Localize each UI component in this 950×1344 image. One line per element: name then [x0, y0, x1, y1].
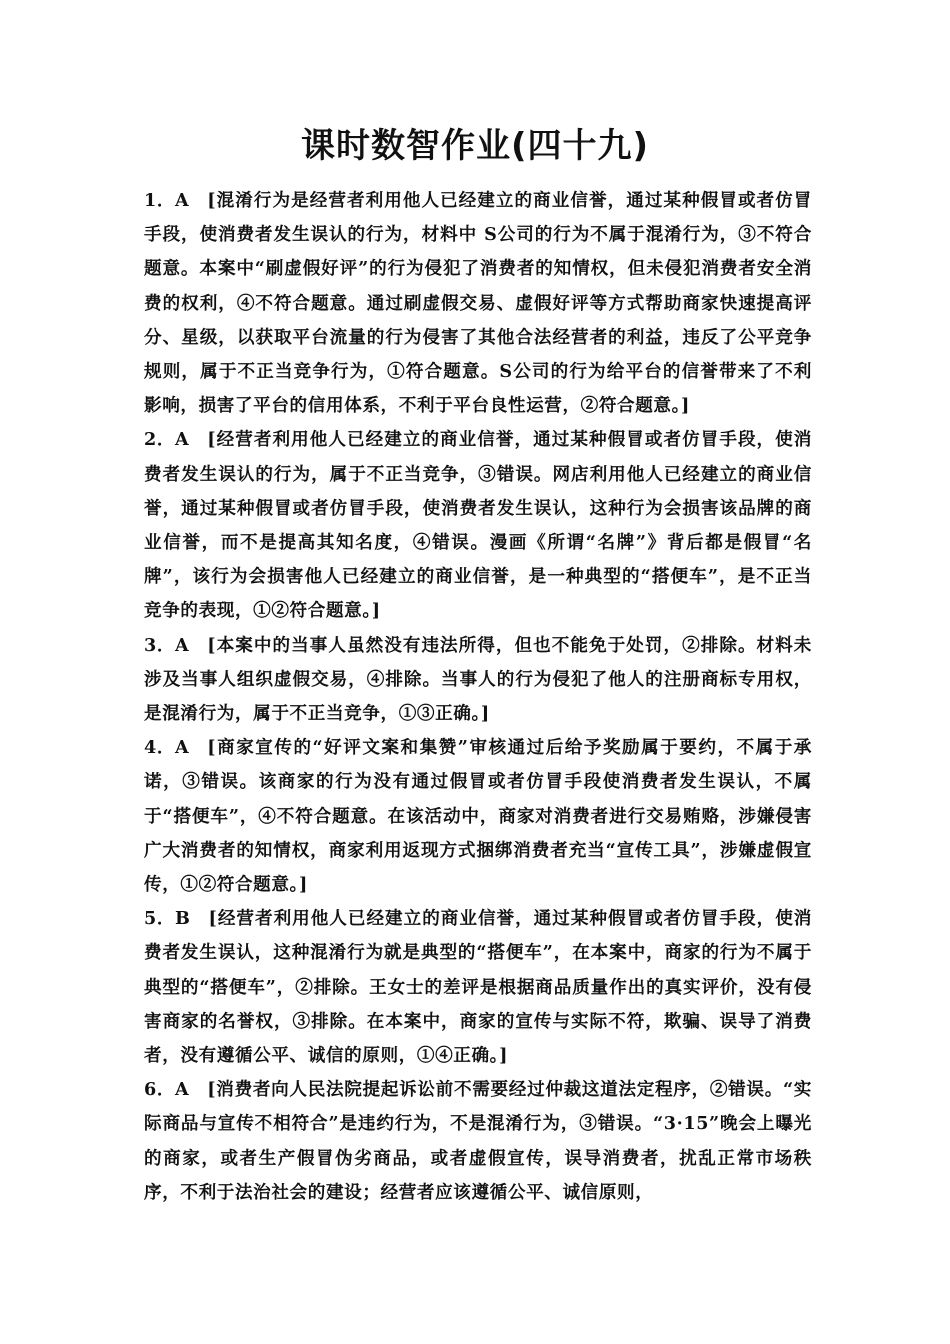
answer-explanation: [本案中的当事人虽然没有违法所得，但也不能免于处罚，②排除。材料未涉及当事人组织虚假交易，④排除。当事人的行为侵犯了他人的注册商标专用权，是混淆行为，属于不正当竞争，①③正确。] [144, 634, 812, 725]
answer-item-3 [144, 629, 812, 732]
page-title: 课时数智作业(四十九) [300, 126, 650, 166]
answer-item-5 [144, 902, 812, 1073]
answer-number: 6．A [144, 1079, 190, 1101]
answer-explanation: [经营者利用他人已经建立的商业信誉，通过某种假冒或者仿冒手段，使消费者发生误认，这种混淆行为就是典型的“搭便车”，在本案中，商家的行为不属于典型的“搭便车”，②排除。王女士的差评是根据商品质量作出的真实评价，没有侵害商家的名誉权，③排除。在本案中，商家的宣传与实际不符，欺骗、误导了消费者，没有遵循公平、诚信的原则，①④正确。] [144, 908, 812, 1067]
answer-explanation: [混淆行为是经营者利用他人已经建立的商业信誉，通过某种假冒或者仿冒手段，使消费者发生误认的行为，材料中 S公司的行为不属于混淆行为，③不符合题意。本案中“刷虚假好评”的行为侵犯了消费者的知情权，但未侵犯消费者安全消费的权利，④不符合题意。通过刷虚假交易、虚假好评等方式帮助商家快速提高评分、星级，以获取平台流量的行为侵害了其他合法经营者的利益，违反了公平竞争规则，属于不正当竞争行为，①符合题意。S公司的行为给平台的信誉带来了不利影响，损害了平台的信用体系，不利于平台良性运营，②符合题意。] [144, 190, 812, 417]
answer-list [144, 184, 812, 1210]
answer-number: 4．A [144, 737, 190, 759]
answer-explanation: [商家宣传的“好评文案和集赞”审核通过后给予奖励属于要约，不属于承诺，③错误。该商家的行为没有通过假冒或者仿冒手段使消费者发生误认，不属于“搭便车”，④不符合题意。在该活动中，商家对消费者进行交易贿赂，涉嫌侵害广大消费者的知情权，商家利用返现方式捆绑消费者充当“宣传工具”，涉嫌虚假宣传，①②符合题意。] [144, 737, 812, 896]
answer-explanation: [经营者利用他人已经建立的商业信誉，通过某种假冒或者仿冒手段，使消费者发生误认的行为，属于不正当竞争，③错误。网店利用他人已经建立的商业信誉，通过某种假冒或者仿冒手段，使消费者发生误认，这种行为会损害该品牌的商业信誉，而不是提高其知名度，④错误。漫画《所谓“名牌”》背后都是假冒“名牌”，该行为会损害他人已经建立的商业信誉，是一种典型的“搭便车”，是不正当竞争的表现，①②符合题意。] [144, 429, 812, 622]
answer-number: 3．A [144, 634, 190, 656]
answer-item-6 [144, 1073, 812, 1210]
answer-number: 1．A [144, 190, 190, 211]
answer-number: 2．A [144, 429, 190, 451]
answer-explanation: [消费者向人民法院提起诉讼前不需要经过仲裁这道法定程序，②错误。“实际商品与宣传不相符合”是违约行为，不是混淆行为，③错误。“3·15”晚会上曝光的商家，或者生产假冒伪劣商品，或者虚假宣传，误导消费者，扰乱正常市场秩序，不利于法治社会的建设；经营者应该遵循公平、诚信原则， [144, 1079, 812, 1203]
answer-number: 5．B [144, 908, 191, 930]
answer-item-4 [144, 731, 812, 902]
answer-item-1 [144, 184, 812, 423]
answer-item-2 [144, 423, 812, 628]
